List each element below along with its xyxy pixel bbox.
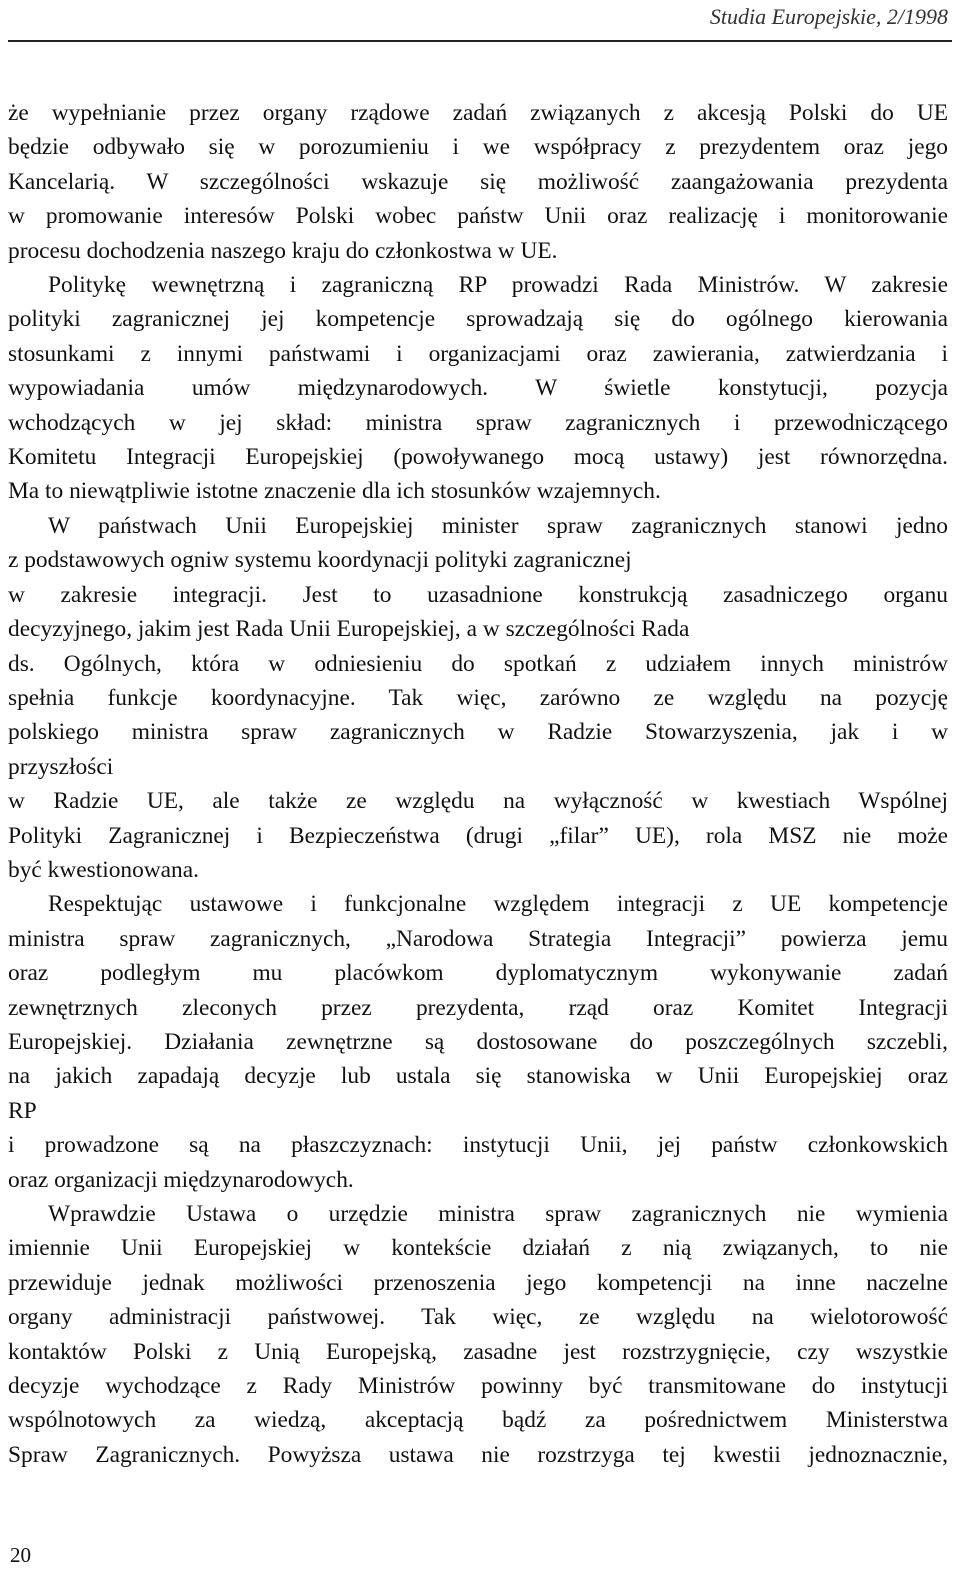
paragraph-foreign-ministry-act — [8, 1197, 948, 1472]
text-line: W państwach Unii Europejskiej minister spraw zagranicznych stanowi jedno — [48, 512, 948, 539]
text-line: wspólnotowych za wiedzą, akceptacją bądź za pośrednictwem Ministerstwa — [8, 1407, 948, 1434]
text-line: z podstawowych ogniw systemu koordynacji polityki zagranicznej — [8, 547, 632, 574]
text-line: w Radzie UE, ale także ze względu na wyłączność w kwestiach Wspólnej — [8, 788, 948, 815]
text-line: Spraw Zagranicznych. Powyższa ustawa nie rozstrzyga tej kwestii jednoznacznie, — [8, 1441, 948, 1468]
text-line: przyszłości — [8, 753, 114, 780]
text-line: Polityki Zagranicznej i Bezpieczeństwa (drugi „filar” UE), rola MSZ nie może — [8, 822, 948, 849]
text-line: decyzje wychodzące z Rady Ministrów powinny być transmitowane do instytucji — [8, 1373, 948, 1400]
text-line: polskiego ministra spraw zagranicznych w Radzie Stowarzyszenia, jak i w — [8, 719, 948, 746]
text-line: być kwestionowana. — [8, 856, 199, 883]
text-line: Komitetu Integracji Europejskiej (powoływanego mocą ustawy) jest równorzędna. — [8, 444, 948, 471]
text-line: Wprawdzie Ustawa o urzędzie ministra spraw zagranicznych nie wymienia — [48, 1201, 948, 1227]
text-line: przewiduje jednak możliwości przenoszenia jego kompetencji na inne naczelne — [8, 1269, 948, 1296]
text-line: kontaktów Polski z Unią Europejską, zasadne jest rozstrzygnięcie, czy wszystkie — [8, 1338, 948, 1365]
header-rule — [8, 40, 952, 42]
text-line: polityki zagranicznej jej kompetencje sprowadzają się do ogólnego kierowania — [8, 306, 948, 333]
text-line: będzie odbywało się w porozumieniu i we współpracy z prezydentem oraz jego — [8, 134, 948, 161]
text-line: organy administracji państwowej. Tak więc, ze względu na wielotorowość — [8, 1304, 948, 1331]
text-line: że wypełnianie przez organy rządowe zadań związanych z akcesją Polski do UE — [8, 100, 948, 126]
text-line: w zakresie integracji. Jest to uzasadnione konstrukcją zasadniczego organu — [8, 581, 948, 608]
paragraph-national-strategy — [8, 887, 948, 1197]
text-line: wchodzących w jej skład: ministra spraw zagranicznych i przewodniczącego — [8, 409, 948, 436]
text-line: Respektując ustawowe i funkcjonalne względem integracji z UE kompetencje — [48, 891, 948, 918]
text-line: na jakich zapadają decyzje lub ustala się stanowiska w Unii Europejskiej oraz — [8, 1063, 948, 1090]
running-header: Studia Europejskie, 2/1998 — [709, 4, 948, 29]
text-line: zewnętrznych zleconych przez prezydenta, rząd oraz Komitet Integracji — [8, 994, 948, 1021]
text-line: stosunkami z innymi państwami i organizacjami oraz zawierania, zatwierdzania i — [8, 340, 948, 367]
text-line: Kancelarią. W szczególności wskazuje się możliwość zaangażowania prezydenta — [8, 168, 948, 195]
text-line: i prowadzone są na płaszczyznach: instytucji Unii, jej państw członkowskich — [8, 1132, 948, 1159]
text-line: ministra spraw zagranicznych, „Narodowa Strategia Integracji” powierza jemu — [8, 925, 948, 952]
text-line: Ma to niewątpliwie istotne znaczenie dla ich stosunków wzajemnych. — [8, 478, 661, 505]
text-line: Politykę wewnętrzną i zagraniczną RP prowadzi Rada Ministrów. W zakresie — [48, 272, 948, 299]
paragraph-council-of-ministers — [8, 268, 948, 509]
text-line: Europejskiej. Działania zewnętrzne są dostosowane do poszczególnych szczebli, — [8, 1028, 948, 1055]
body-text — [8, 96, 948, 1472]
text-line: RP — [8, 1097, 37, 1124]
text-line: ds. Ogólnych, która w odniesieniu do spotkań z udziałem innych ministrów — [8, 650, 948, 677]
paragraph-continuation — [8, 96, 948, 268]
paragraph-eu-foreign-minister — [8, 509, 948, 887]
text-line: oraz organizacji międzynarodowych. — [8, 1166, 354, 1193]
text-line: procesu dochodzenia naszego kraju do członkostwa w UE. — [8, 237, 558, 264]
text-line: wypowiadania umów międzynarodowych. W świetle konstytucji, pozycja — [8, 375, 948, 402]
text-line: imiennie Unii Europejskiej w kontekście działań z nią związanych, to nie — [8, 1235, 948, 1262]
text-line: decyzyjnego, jakim jest Rada Unii Europejskiej, a w szczególności Rada — [8, 616, 690, 643]
page-number: 20 — [10, 1543, 31, 1567]
text-line: spełnia funkcje koordynacyjne. Tak więc, zarówno ze względu na pozycję — [8, 684, 948, 711]
text-line: w promowanie interesów Polski wobec państw Unii oraz realizację i monitorowanie — [8, 203, 948, 230]
text-line: oraz podległym mu placówkom dyplomatycznym wykonywanie zadań — [8, 960, 948, 987]
